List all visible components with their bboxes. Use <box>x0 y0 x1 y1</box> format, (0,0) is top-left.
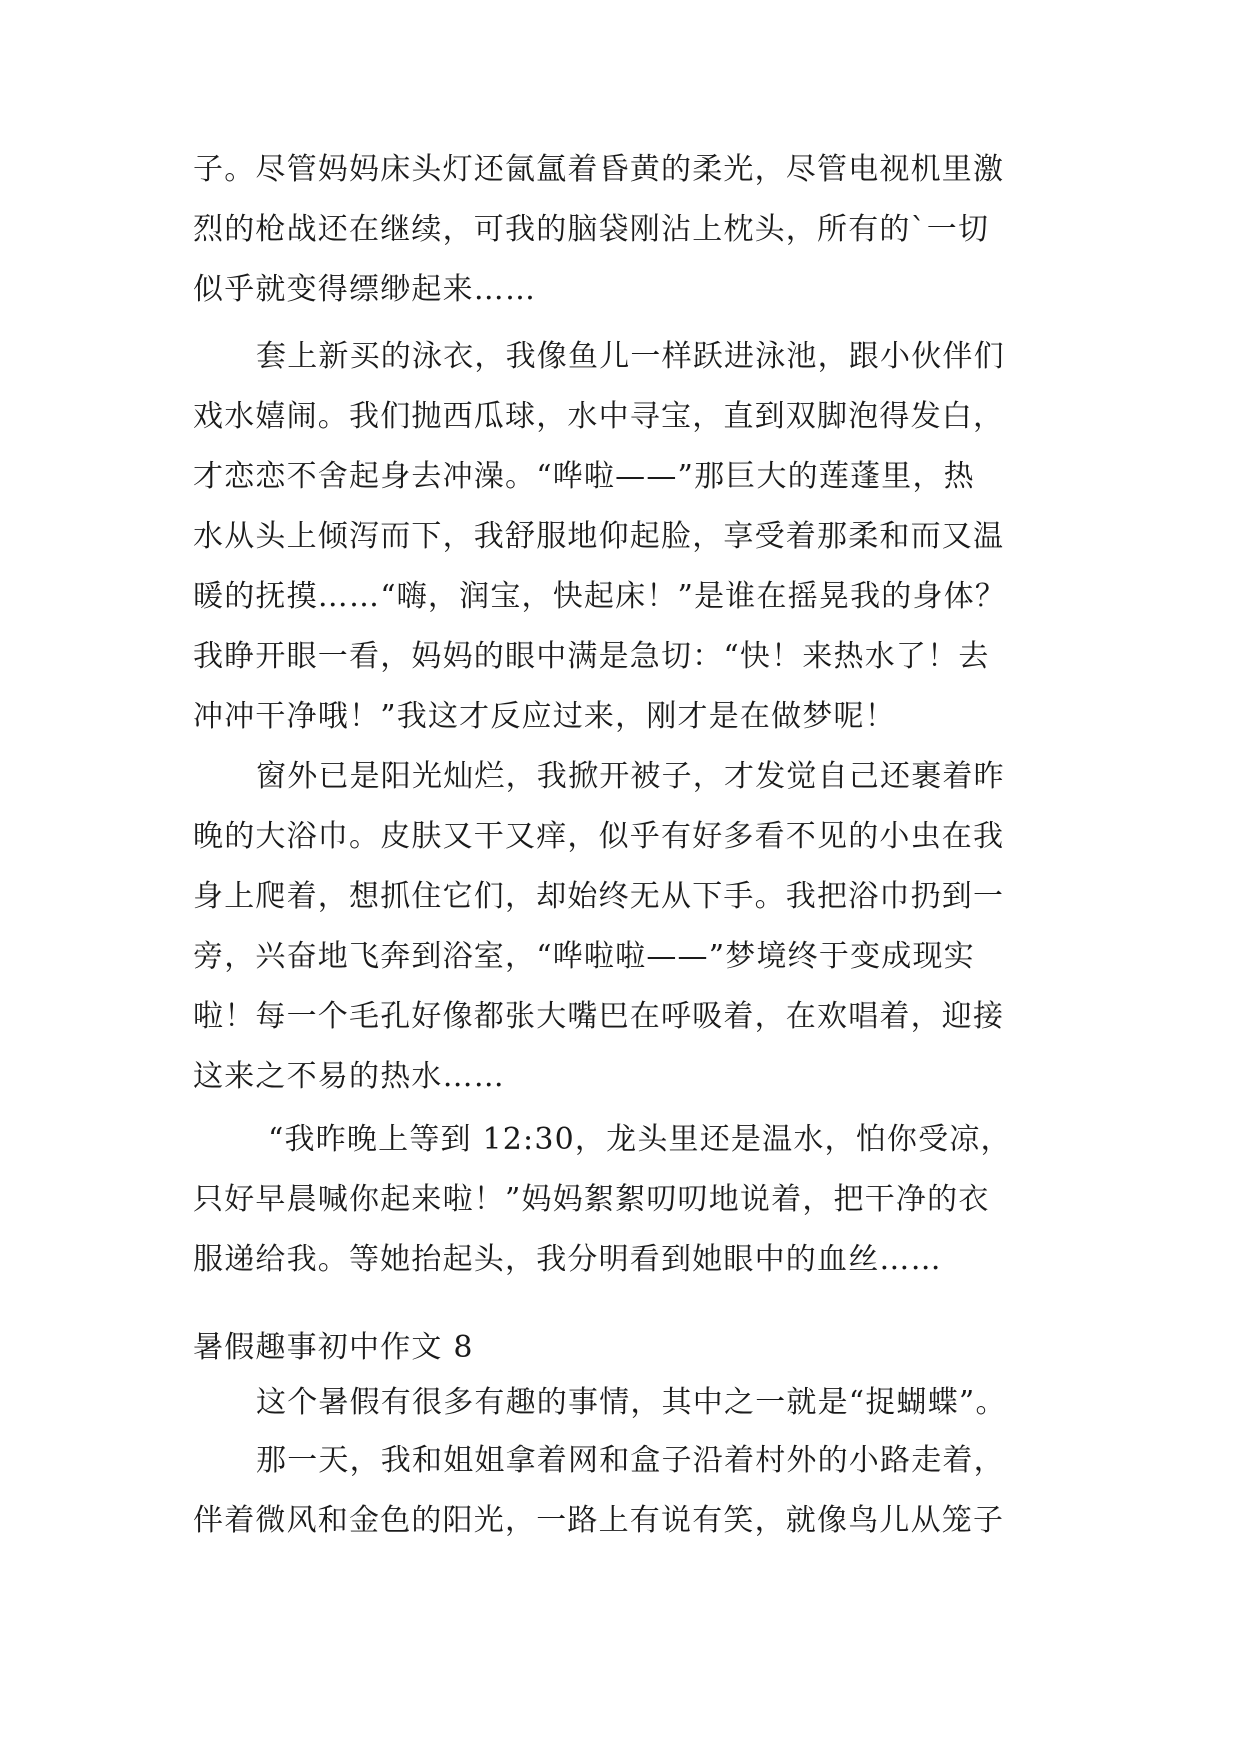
paragraph-line: 才恋恋不舍起身去冲澡。“哗啦——”那巨大的莲蓬里，热 <box>193 459 975 494</box>
paragraph-line: 似乎就变得缥缈起来…… <box>193 272 537 307</box>
paragraph-line: 身上爬着，想抓住它们，却始终无从下手。我把浴巾扔到一 <box>193 879 1005 914</box>
paragraph-line: 暖的抚摸……“嗨，润宝，快起床！”是谁在摇晃我的身体？ <box>193 579 1007 614</box>
paragraph-line: 套上新买的泳衣，我像鱼儿一样跃进泳池，跟小伙伴们 <box>256 339 1005 374</box>
paragraph-line: 这个暑假有很多有趣的事情，其中之一就是“捉蝴蝶”。 <box>256 1385 1007 1420</box>
paragraph-line: 晚的大浴巾。皮肤又干又痒，似乎有好多看不见的小虫在我 <box>193 819 1005 854</box>
paragraph-line: 这来之不易的热水…… <box>193 1059 505 1094</box>
paragraph-line: 窗外已是阳光灿烂，我掀开被子，才发觉自己还裹着昨 <box>256 759 1005 794</box>
paragraph-line: 伴着微风和金色的阳光，一路上有说有笑，就像鸟儿从笼子 <box>193 1503 1005 1538</box>
paragraph-line: 那一天，我和姐姐拿着网和盒子沿着村外的小路走着， <box>256 1443 1005 1478</box>
paragraph-line: 旁，兴奋地飞奔到浴室，“哗啦啦——”梦境终于变成现实 <box>193 939 975 974</box>
paragraph-line: “我昨晚上等到 12:30，龙头里还是温水，怕你受凉， <box>268 1122 1012 1157</box>
paragraph-line: 冲冲干净哦！”我这才反应过来，刚才是在做梦呢！ <box>193 699 896 734</box>
section-heading: 暑假趣事初中作文 8 <box>193 1330 474 1365</box>
paragraph-line: 服递给我。等她抬起头，我分明看到她眼中的血丝…… <box>193 1242 942 1277</box>
paragraph-line: 只好早晨喊你起来啦！”妈妈絮絮叨叨地说着，把干净的衣 <box>193 1182 990 1217</box>
paragraph-line: 水从头上倾泻而下，我舒服地仰起脸，享受着那柔和而又温 <box>193 519 1005 554</box>
paragraph-line: 烈的枪战还在继续，可我的脑袋刚沾上枕头，所有的`一切 <box>193 212 990 247</box>
paragraph-line: 我睁开眼一看，妈妈的眼中满是急切：“快！来热水了！去 <box>193 639 990 674</box>
paragraph-line: 戏水嬉闹。我们抛西瓜球，水中寻宝，直到双脚泡得发白， <box>193 399 1005 434</box>
paragraph-line: 啦！每一个毛孔好像都张大嘴巴在呼吸着，在欢唱着，迎接 <box>193 999 1005 1034</box>
paragraph-line: 子。尽管妈妈床头灯还氤氲着昏黄的柔光，尽管电视机里激 <box>193 152 1005 187</box>
